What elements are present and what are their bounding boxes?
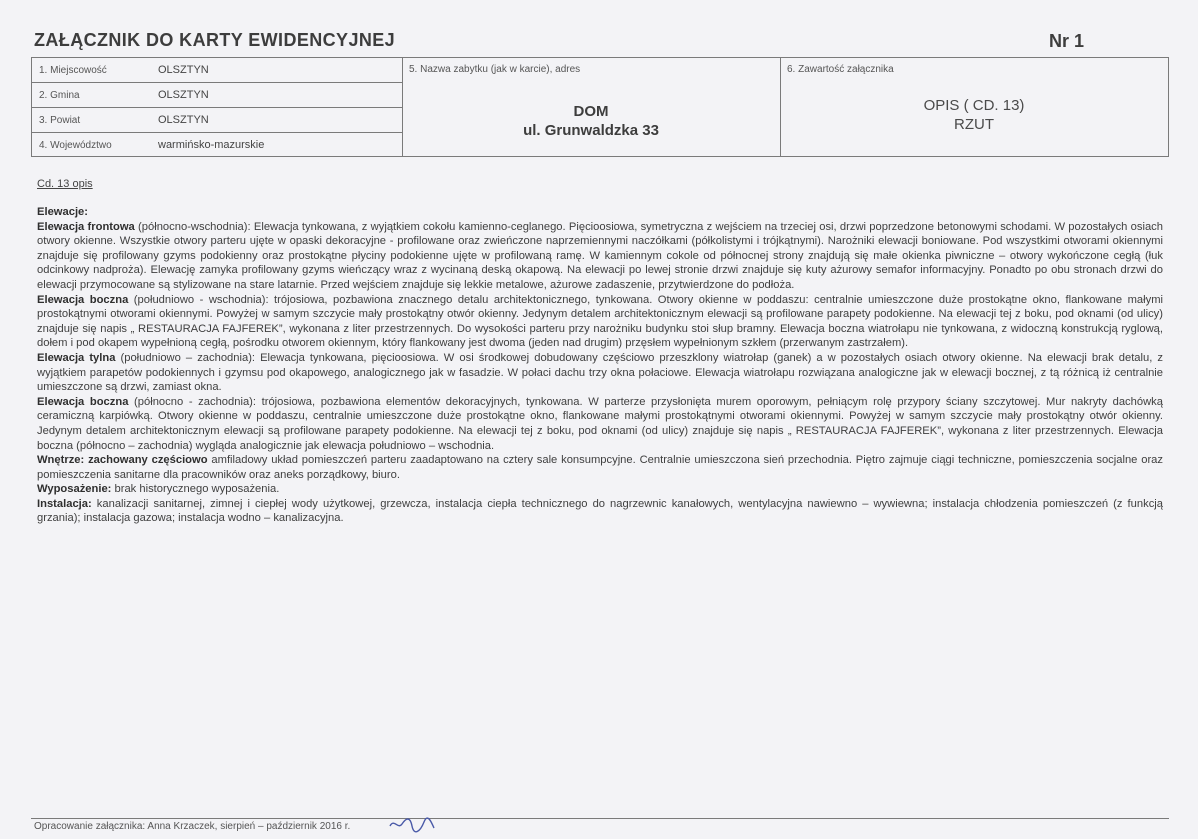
field-value: OLSZTYN [158,64,209,76]
paragraph [37,220,1163,293]
paragraph-heading: Elewacja boczna [37,293,129,306]
field-value: OLSZTYN [158,114,209,126]
paragraph-text: (północno-wschodnia): Elewacja tynkowana, z wyjątkiem cokołu kamienno-ceglanego. Pięcioosiowa, symetryczna z wejściem na trzeciej osi, drzwi poprzedzone betonowymi schodami. W pozostałych osiach otwory okienne. Wszystkie otwory parteru ujęte w opaski dekoracyjne - profilowane oraz zwieńczone naprzemiennymi naczółkami (półkolistymi i trójkątnymi). Narożniki elewacji boniowane. Pod wszystkimi otworami okiennymi znajduje się profilowany gzyms podokienny oraz prostokątne płyciny podokienne ujęte w profilowaną ramę. W kamiennym cokole od północnej strony znajdują się małe okienka piwniczne – otwory wykończone cegłą (łuk odcinkowy nadproża). Elewację zamyka profilowany gzyms wieńczący wraz z wycinaną deską okapową. Na elewacji po lewej stronie drzwi znajduje się kuty ażurowy semafor informacyjny. Ponadto po obu stronach drzwi do elewacji przymocowane są stylizowane na stare latarnie. Przed wejściem znajduje się lekkie metalowe, ażurowe zadaszenie, przytwierdzone do podłoża. [37,220,1163,291]
monument-column [402,58,781,156]
footer-credit: Opracowanie załącznika: Anna Krzaczek, sierpień – październik 2016 r. [34,821,351,832]
paragraph-heading: Elewacja frontowa [37,220,135,233]
paragraph [37,395,1163,453]
monument-name: DOM [573,103,609,120]
attachment-content [780,96,1168,134]
attachment-line-1: OPIS ( CD. 13) [923,97,1025,114]
paragraph-heading: Elewacja boczna [37,395,129,408]
section-label: Cd. 13 opis [37,178,93,190]
attachment-column [780,58,1168,156]
attachment-number: Nr 1 [1048,31,1084,51]
location-row [32,58,402,83]
header-table [31,57,1169,157]
paragraph-heading: Elewacja tylna [37,351,116,364]
paragraph [37,453,1163,482]
paragraph-text: (północno - zachodnia): trójosiowa, pozbawiona elementów dekoracyjnych, tynkowana. W parterze przysłonięta murem oporowym, pełniącym rolę przypory ściany szczytowej. Mur nakryty dachówką ceramiczną karpiówką. Otwory okienne w poddaszu, centralnie umieszczone duże prostokątne okno, flankowane małymi prostokątnymi otworami okiennymi. Powyżej w samym szczycie mały prostokątny otwór okienny. Jedynym detalem architektonicznym elewacji są profilowane parapety podokienne. Na elewacji tej z boku, pod oknami (od ulicy) znajduje się napis „ RESTAURACJA FAJFEREK”, wykonana z liter przestrzennych. Elewacja boczna (północno – zachodnia) wygląda analogicznie jak elewacja południowo – wschodnia. [37,395,1163,452]
footer-divider [31,818,1169,819]
attachment-line-2: RZUT [954,116,994,133]
signature-icon [388,814,436,834]
document-title: ZAŁĄCZNIK DO KARTY EWIDENCYJNEJ [34,30,396,50]
attachment-label: 6. Zawartość załącznika [787,64,894,75]
paragraph-heading: Instalacja: [37,497,92,510]
paragraph-heading: Elewacje: [37,206,88,218]
paragraph-heading: Wyposażenie: [37,483,112,496]
paragraph [37,293,1163,351]
location-row [32,83,402,108]
paragraph-text: kanalizacji sanitarnej, zimnej i ciepłej wody użytkowej, grzewcza, instalacja ciepła technicznego do nagrzewnic kanałowych, wentylacyjna nawiewno – wywiewna; instalacja chłodzenia pomieszczeń (z funkcją grzania); instalacja gazowa; instalacja wodno – kanalizacyjna. [37,497,1163,525]
paragraph-text: amfiladowy układ pomieszczeń parteru zaadaptowano na cztery sale konsumpcyjne. Centralnie umieszczona sień przechodnia. Piętro zajmuje ciągi techniczne, pomieszczenia socjalne oraz pomieszczenia sanitarne dla pracowników oraz aneks porządkowy, biuro. [37,454,1163,481]
paragraph-heading: Wnętrze: zachowany częściowo [37,454,208,467]
location-row [32,108,402,133]
field-value: OLSZTYN [158,89,209,101]
field-label: 4. Województwo [39,140,112,151]
monument-name-address [402,102,780,140]
paragraph [37,482,1163,497]
field-value: warmińsko-mazurskie [158,139,265,151]
paragraph [37,497,1163,526]
location-row [32,133,402,158]
paragraph [37,351,1163,395]
paragraph [37,205,1163,220]
field-label: 3. Powiat [39,115,81,126]
description-body [37,205,1163,526]
location-column [32,58,403,156]
paragraph-text: brak historycznego wyposażenia. [111,483,280,496]
field-label: 2. Gmina [39,90,80,101]
paragraph-text: (południowo – zachodnia): Elewacja tynkowana, pięcioosiowa. W osi środkowej dobudowany częściowo przeszklony wiatrołap (ganek) a w pozostałych osiach otwory okienne. Na elewacji brak detalu, z wyjątkiem parapetów podokiennych i gzymsu pod okapowego, analogicznego jak w fasadzie. W połaci dachu trzy okna połaciowe. Elewacja wiatrołapu rozwiązana analogiczne jak w elewacji bocznej, z tą różnicą iż centralnie umieszczone są drzwi, zamiast okna. [37,351,1163,394]
monument-label: 5. Nazwa zabytku (jak w karcie), adres [409,64,581,75]
field-label: 1. Miejscowość [39,65,107,76]
monument-address: ul. Grunwaldzka 33 [523,122,659,139]
paragraph-text: (południowo - wschodnia): trójosiowa, pozbawiona znacznego detalu architektonicznego, tynkowana. Otwory okienne w poddaszu: centralnie umieszczone duże prostokątne okno, flankowane małymi prostokątnymi otworami okiennymi. Powyżej w samym szczycie mały prostokątny otwór okienny. Jedynym detalem architektonicznym elewacji są profilowane parapety podokienne. Na elewacji tej z boku, pod oknami (od ulicy) znajduje się napis „ RESTAURACJA FAJFEREK”, wykonana z liter przestrzennych. Do wysokości parteru przy narożniku budynku stoi słup bramny. Elewacja boczna wiatrołapu nie tynkowana, z widoczną konstrukcją ryglową, dołem i pod okapem wypełnioną cegłą, pośrodku otworem okiennym, który flankowany jest dwoma (jeden nad drugim) przęsłem wypełnionym szkłem (przerwanym zastrzałem). [37,293,1164,350]
